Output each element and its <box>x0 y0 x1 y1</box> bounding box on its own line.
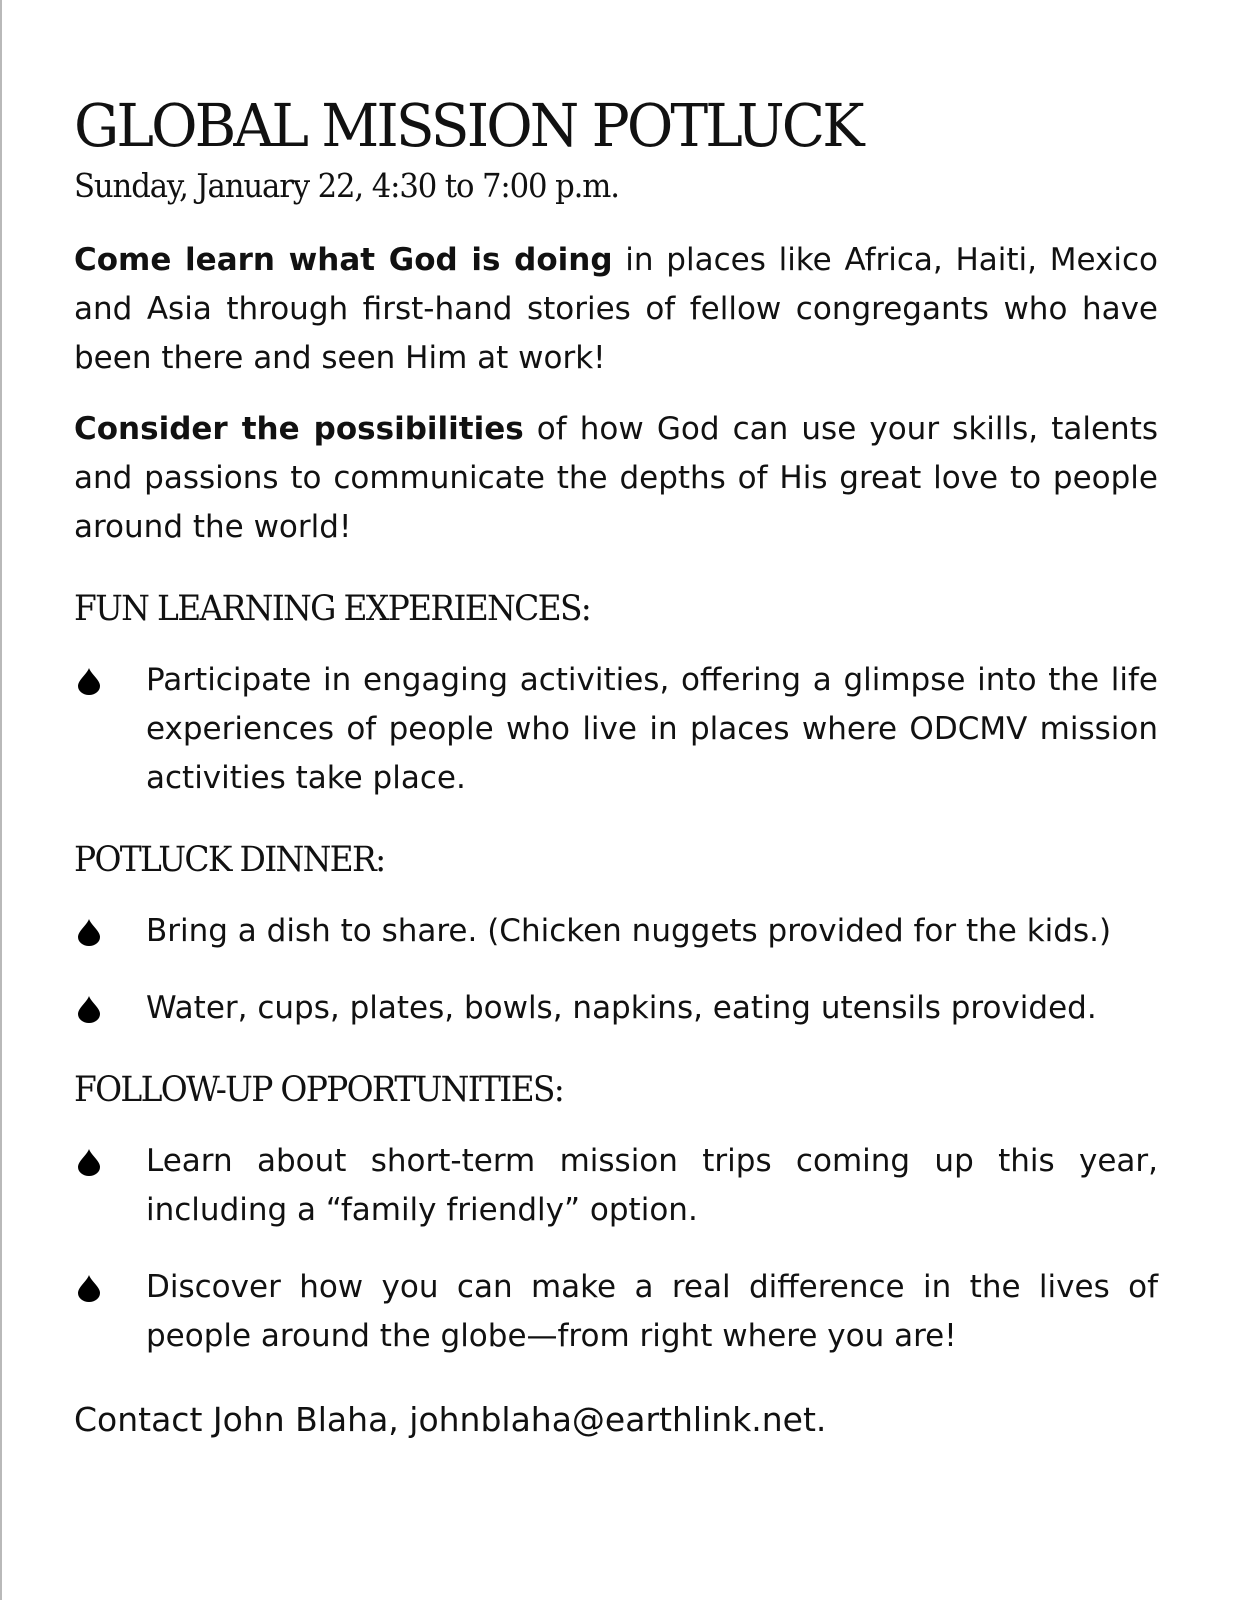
water-drop-icon <box>76 918 102 946</box>
list-item-text: Participate in engaging activities, offering a glimpse into the life experiences of people who live in places where ODCMV mission activities take place. <box>146 662 1158 796</box>
list-item <box>74 1137 1158 1235</box>
page-title: GLOBAL MISSION POTLUCK <box>74 91 862 160</box>
water-drop-icon <box>76 667 102 695</box>
water-drop-icon <box>76 1148 102 1176</box>
list-item <box>74 656 1158 803</box>
intro-text-consider: of how God can use your skills, talents and passions to communicate the depths of His great love to people around the world! <box>74 411 1158 545</box>
list-item-text: Water, cups, plates, bowls, napkins, eating utensils provided. <box>146 990 1097 1026</box>
list-item-text: Bring a dish to share. (Chicken nuggets provided for the kids.) <box>146 913 1112 949</box>
section-heading-fun-learning: FUN LEARNING EXPERIENCES: <box>74 589 591 629</box>
intro-lead-consider: Consider the possibilities <box>74 411 524 447</box>
section-heading-potluck-dinner: POTLUCK DINNER: <box>74 840 385 880</box>
section-heading-follow-up: FOLLOW-UP OPPORTUNITIES: <box>74 1070 564 1110</box>
potluck-dinner-list <box>74 907 1158 1033</box>
list-item-text: Discover how you can make a real difference in the lives of people around the globe—from right where you are! <box>146 1269 1158 1354</box>
list-item-text: Learn about short-term mission trips coming up this year, including a “family friendly” option. <box>146 1143 1158 1228</box>
event-date-time: Sunday, January 22, 4:30 to 7:00 p.m. <box>74 166 619 205</box>
list-item <box>74 984 1158 1033</box>
list-item <box>74 907 1158 956</box>
fun-learning-list <box>74 656 1158 803</box>
water-drop-icon <box>76 1274 102 1302</box>
intro-lead-learn: Come learn what God is doing <box>74 242 613 278</box>
list-item <box>74 1263 1158 1361</box>
water-drop-icon <box>76 995 102 1023</box>
intro-text-learn: in places like Africa, Haiti, Mexico and Asia through first-hand stories of fellow congregants who have been there and seen Him at work! <box>74 242 1159 376</box>
contact-line: Contact John Blaha, johnblaha@earthlink.net. <box>74 1400 827 1439</box>
page-edge <box>0 0 2 1600</box>
intro-paragraph-learn <box>74 236 1158 383</box>
follow-up-list <box>74 1137 1158 1361</box>
intro-paragraph-consider <box>74 405 1158 552</box>
flyer <box>74 88 1158 1445</box>
